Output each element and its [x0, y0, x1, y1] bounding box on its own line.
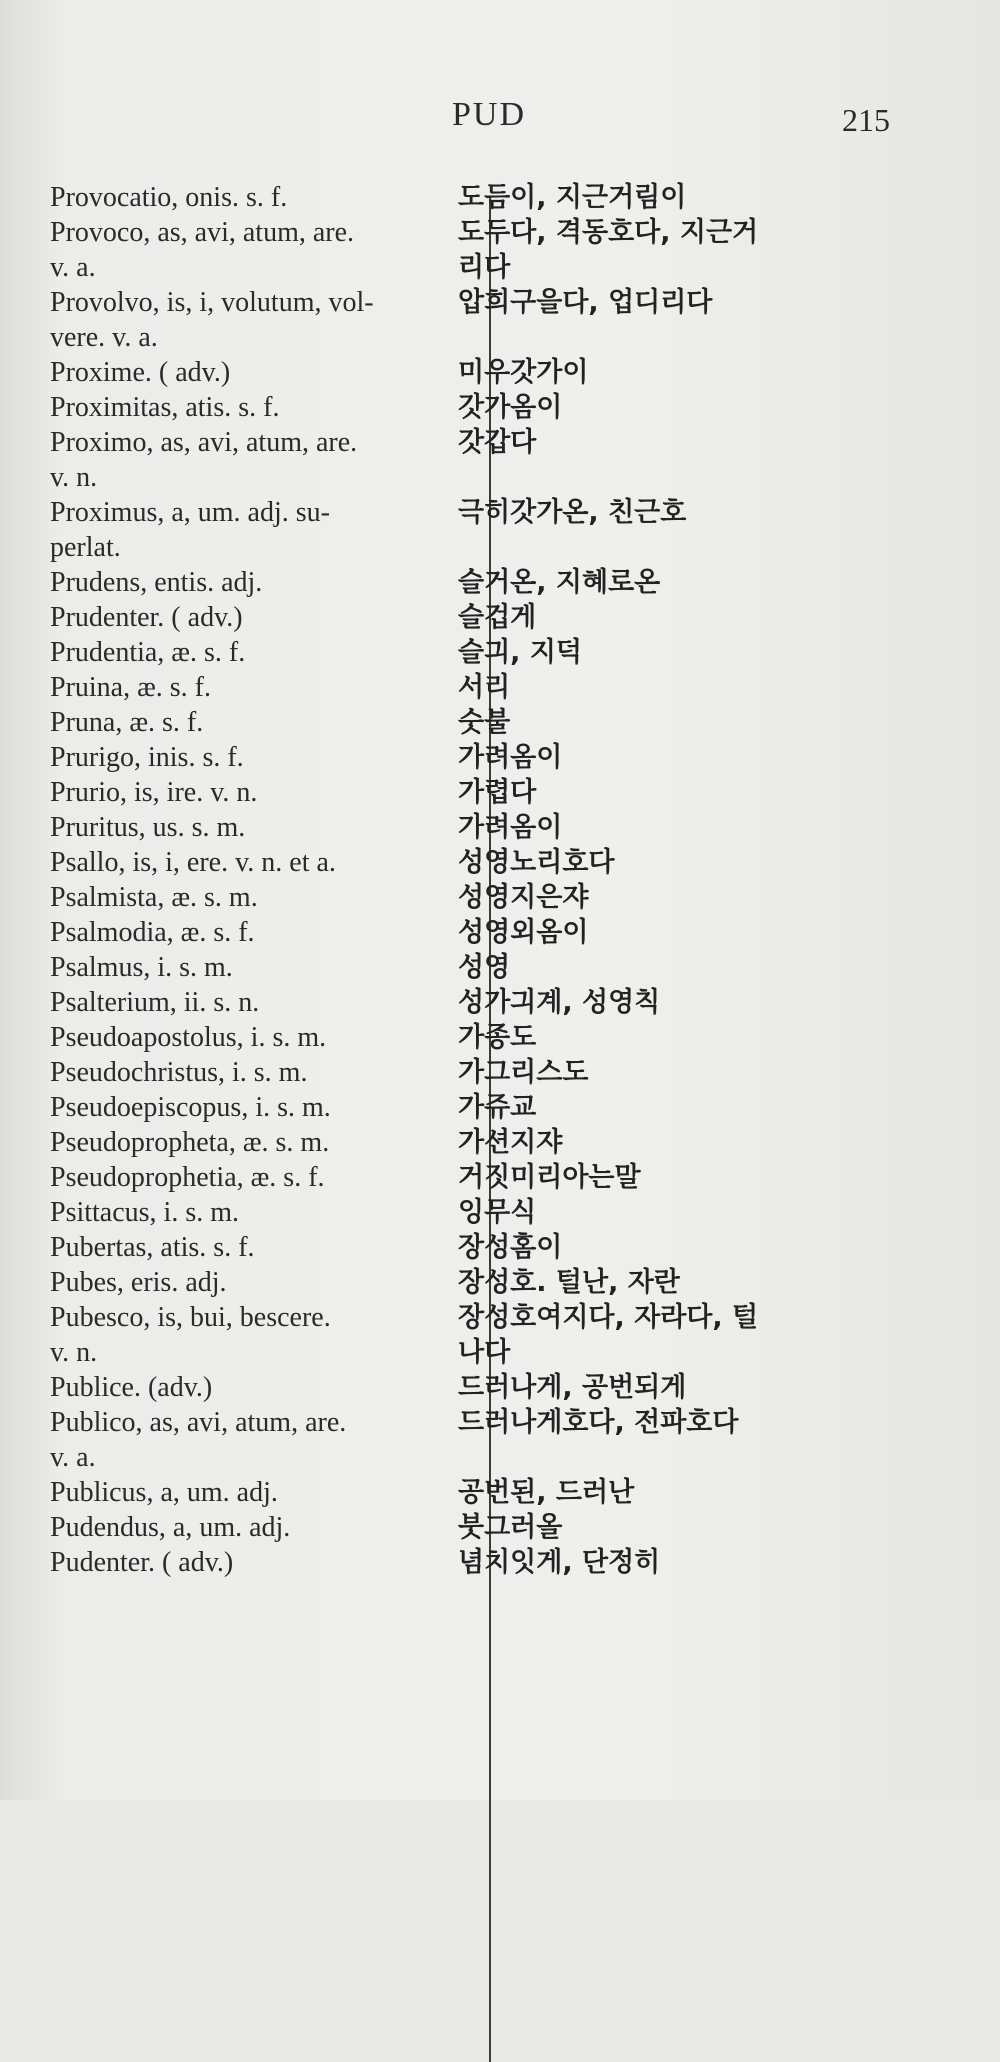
- latin-headword: Psallo, is, i, ere. v. n. et a.: [50, 847, 336, 878]
- korean-gloss: 성영: [458, 952, 511, 983]
- dictionary-entry: [0, 705, 1000, 740]
- korean-gloss: 미우갓가이: [458, 357, 589, 388]
- dictionary-entry: [0, 565, 1000, 600]
- dictionary-entry: [0, 950, 1000, 985]
- korean-gloss: 거짓미리아는말: [458, 1162, 641, 1193]
- dictionary-entry: [0, 775, 1000, 810]
- korean-gloss: 공번된, 드러난: [458, 1477, 635, 1508]
- latin-headword: Publice. (adv.): [50, 1372, 213, 1403]
- entry-list: [0, 180, 1000, 1580]
- korean-gloss: 념치잇게, 단정히: [458, 1547, 661, 1578]
- dictionary-entry: [0, 915, 1000, 950]
- dictionary-entry: [0, 1020, 1000, 1055]
- latin-headword: Publicus, a, um. adj.: [50, 1477, 278, 1508]
- dictionary-entry: [0, 390, 1000, 425]
- latin-headword: Pudenter. ( adv.): [50, 1547, 234, 1578]
- korean-gloss: 갓갑다: [458, 427, 537, 458]
- dictionary-entry: [0, 1475, 1000, 1510]
- dictionary-entry: [0, 670, 1000, 705]
- dictionary-entry: [0, 1055, 1000, 1090]
- korean-gloss: 도두다, 격동호다, 지근거 리다: [458, 217, 759, 283]
- korean-gloss: 숫불: [458, 707, 511, 738]
- latin-headword: Proximo, as, avi, atum, are. v. n.: [50, 427, 358, 493]
- korean-gloss: 장성홈이: [458, 1232, 563, 1263]
- latin-headword: Pubes, eris. adj.: [50, 1267, 227, 1298]
- korean-gloss: 서리: [458, 672, 511, 703]
- dictionary-entry: [0, 985, 1000, 1020]
- latin-headword: Psalmodia, æ. s. f.: [50, 917, 255, 948]
- latin-headword: Pseudoepiscopus, i. s. m.: [50, 1092, 331, 1123]
- latin-headword: Proximus, a, um. adj. su- perlat.: [50, 497, 330, 563]
- korean-gloss: 성가긔계, 성영칙: [458, 987, 661, 1018]
- dictionary-entry: [0, 180, 1000, 215]
- dictionary-entry: [0, 1545, 1000, 1580]
- latin-headword: Prurigo, inis. s. f.: [50, 742, 244, 773]
- latin-headword: Pseudochristus, i. s. m.: [50, 1057, 308, 1088]
- latin-headword: Pseudoprophetia, æ. s. f.: [50, 1162, 325, 1193]
- latin-headword: Proxime. ( adv.): [50, 357, 231, 388]
- korean-gloss: 가렵다: [458, 777, 537, 808]
- dictionary-entry: [0, 1195, 1000, 1230]
- korean-gloss: 잉무식: [458, 1197, 537, 1228]
- dictionary-entry: [0, 635, 1000, 670]
- latin-headword: Publico, as, avi, atum, are. v. a.: [50, 1407, 347, 1473]
- korean-gloss: 갓가옴이: [458, 392, 563, 423]
- latin-headword: Psalmus, i. s. m.: [50, 952, 233, 983]
- dictionary-entry: [0, 1125, 1000, 1160]
- dictionary-entry: [0, 880, 1000, 915]
- korean-gloss: 드러나게호다, 전파호다: [458, 1407, 739, 1438]
- dictionary-entry: [0, 810, 1000, 845]
- korean-gloss: 슬긔, 지덕: [458, 637, 582, 668]
- dictionary-entry: [0, 1300, 1000, 1370]
- korean-gloss: 장성호여지다, 자라다, 털 나다: [458, 1302, 759, 1368]
- korean-gloss: 극히갓가온, 친근호: [458, 497, 687, 528]
- latin-headword: Prudens, entis. adj.: [50, 567, 263, 598]
- korean-gloss: 성영노리호다: [458, 847, 615, 878]
- korean-gloss: 성영외옴이: [458, 917, 589, 948]
- latin-headword: Prudenter. ( adv.): [50, 602, 243, 633]
- latin-headword: Pruna, æ. s. f.: [50, 707, 204, 738]
- dictionary-entry: [0, 285, 1000, 355]
- latin-headword: Pseudoapostolus, i. s. m.: [50, 1022, 327, 1053]
- dictionary-entry: [0, 355, 1000, 390]
- latin-headword: Prudentia, æ. s. f.: [50, 637, 246, 668]
- dictionary-entry: [0, 740, 1000, 775]
- latin-headword: Psalterium, ii. s. n.: [50, 987, 260, 1018]
- latin-headword: Provoco, as, avi, atum, are. v. a.: [50, 217, 355, 283]
- latin-headword: Prurio, is, ire. v. n.: [50, 777, 258, 808]
- korean-gloss: 슬겁게: [458, 602, 537, 633]
- korean-gloss: 가션지쟈: [458, 1127, 563, 1158]
- page-number: 215: [842, 102, 890, 138]
- korean-gloss: 드러나게, 공번되게: [458, 1372, 687, 1403]
- korean-gloss: 성영지은쟈: [458, 882, 589, 913]
- dictionary-entry: [0, 1510, 1000, 1545]
- dictionary-entry: [0, 1370, 1000, 1405]
- korean-gloss: 압희구을다, 업디리다: [458, 287, 713, 318]
- latin-headword: Pubertas, atis. s. f.: [50, 1232, 255, 1263]
- running-head: PUD: [452, 96, 527, 133]
- latin-headword: Proximitas, atis. s. f.: [50, 392, 280, 423]
- latin-headword: Provolvo, is, i, volutum, vol- vere. v. a.: [50, 287, 374, 353]
- korean-gloss: 가려옴이: [458, 812, 563, 843]
- korean-gloss: 가그리스도: [458, 1057, 589, 1088]
- dictionary-entry: [0, 845, 1000, 880]
- page-header: [0, 96, 1000, 146]
- dictionary-entry: [0, 495, 1000, 565]
- latin-headword: Pruritus, us. s. m.: [50, 812, 246, 843]
- korean-gloss: 장성호. 털난, 자란: [458, 1267, 680, 1298]
- dictionary-entry: [0, 600, 1000, 635]
- dictionary-entry: [0, 1090, 1000, 1125]
- korean-gloss: 가쥬교: [458, 1092, 537, 1123]
- korean-gloss: 슬거온, 지혜로온: [458, 567, 661, 598]
- dictionary-entry: [0, 1405, 1000, 1475]
- latin-headword: Pubesco, is, bui, bescere. v. n.: [50, 1302, 331, 1368]
- dictionary-entry: [0, 1230, 1000, 1265]
- latin-headword: Pudendus, a, um. adj.: [50, 1512, 291, 1543]
- latin-headword: Psalmista, æ. s. m.: [50, 882, 258, 913]
- latin-headword: Provocatio, onis. s. f.: [50, 182, 288, 213]
- korean-gloss: 붓그러올: [458, 1512, 563, 1543]
- korean-gloss: 도듬이, 지근거림이: [458, 182, 687, 213]
- latin-headword: Psittacus, i. s. m.: [50, 1197, 240, 1228]
- latin-headword: Pseudopropheta, æ. s. m.: [50, 1127, 330, 1158]
- korean-gloss: 가려옴이: [458, 742, 563, 773]
- dictionary-entry: [0, 1265, 1000, 1300]
- dictionary-entry: [0, 425, 1000, 495]
- dictionary-entry: [0, 215, 1000, 285]
- latin-headword: Pruina, æ. s. f.: [50, 672, 211, 703]
- korean-gloss: 가종도: [458, 1022, 537, 1053]
- dictionary-entry: [0, 1160, 1000, 1195]
